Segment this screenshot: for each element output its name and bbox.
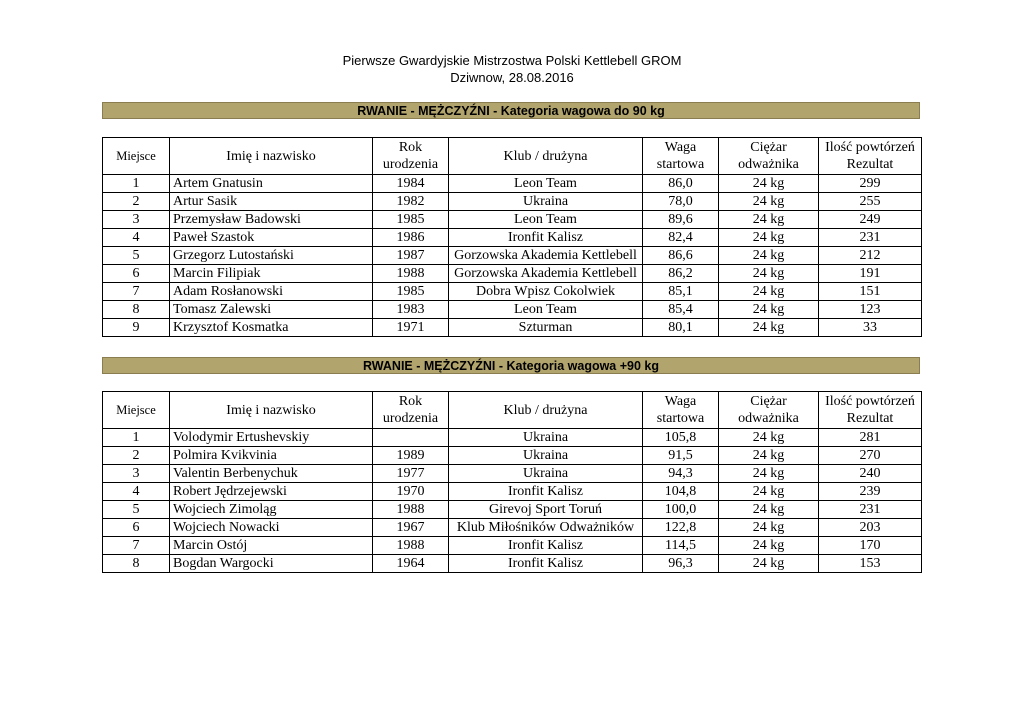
cell-result: 231 — [819, 229, 922, 247]
cell-name: Bogdan Wargocki — [170, 555, 373, 573]
table-row — [103, 519, 922, 537]
cell-name: Tomasz Zalewski — [170, 301, 373, 319]
table-row — [103, 229, 922, 247]
cell-weight: 85,4 — [643, 301, 719, 319]
column-header-weight: Waga startowa — [643, 138, 719, 175]
cell-result: 281 — [819, 429, 922, 447]
cell-weight: 86,6 — [643, 247, 719, 265]
cell-place: 2 — [103, 447, 170, 465]
cell-club: Ukraina — [449, 193, 643, 211]
table-row — [103, 247, 922, 265]
table-row — [103, 193, 922, 211]
cell-result: 270 — [819, 447, 922, 465]
cell-year: 1988 — [373, 501, 449, 519]
cell-weight: 86,2 — [643, 265, 719, 283]
table-row — [103, 301, 922, 319]
section-title: RWANIE - MĘŻCZYŹNI - Kategoria wagowa do 90 kg — [102, 102, 920, 119]
column-header-place: Miejsce — [103, 138, 170, 175]
cell-name: Artem Gnatusin — [170, 175, 373, 193]
cell-club: Klub Miłośników Odważników — [449, 519, 643, 537]
cell-year: 1988 — [373, 537, 449, 555]
cell-place: 2 — [103, 193, 170, 211]
cell-kettlebell: 24 kg — [719, 301, 819, 319]
column-header-result: Ilość powtórzeń Rezultat — [819, 138, 922, 175]
cell-kettlebell: 24 kg — [719, 211, 819, 229]
cell-weight: 86,0 — [643, 175, 719, 193]
cell-club: Ironfit Kalisz — [449, 537, 643, 555]
cell-name: Valentin Berbenychuk — [170, 465, 373, 483]
cell-place: 1 — [103, 429, 170, 447]
table-row — [103, 429, 922, 447]
cell-result: 191 — [819, 265, 922, 283]
cell-year: 1989 — [373, 447, 449, 465]
cell-year: 1986 — [373, 229, 449, 247]
cell-place: 7 — [103, 537, 170, 555]
cell-result: 123 — [819, 301, 922, 319]
cell-year: 1964 — [373, 555, 449, 573]
cell-kettlebell: 24 kg — [719, 247, 819, 265]
cell-weight: 96,3 — [643, 555, 719, 573]
column-header-year: Rok urodzenia — [373, 138, 449, 175]
cell-year: 1982 — [373, 193, 449, 211]
cell-kettlebell: 24 kg — [719, 537, 819, 555]
column-header-club: Klub / drużyna — [449, 138, 643, 175]
cell-weight: 85,1 — [643, 283, 719, 301]
cell-club: Leon Team — [449, 301, 643, 319]
cell-club: Dobra Wpisz Cokolwiek — [449, 283, 643, 301]
cell-kettlebell: 24 kg — [719, 429, 819, 447]
column-header-weight: Waga startowa — [643, 392, 719, 429]
cell-place: 3 — [103, 465, 170, 483]
cell-place: 4 — [103, 483, 170, 501]
cell-place: 8 — [103, 555, 170, 573]
cell-weight: 91,5 — [643, 447, 719, 465]
cell-result: 240 — [819, 465, 922, 483]
cell-club: Ironfit Kalisz — [449, 555, 643, 573]
cell-weight: 104,8 — [643, 483, 719, 501]
cell-club: Ukraina — [449, 447, 643, 465]
results-table — [102, 391, 922, 573]
cell-name: Wojciech Zimoląg — [170, 501, 373, 519]
column-header-year: Rok urodzenia — [373, 392, 449, 429]
cell-name: Paweł Szastok — [170, 229, 373, 247]
cell-name: Polmira Kvikvinia — [170, 447, 373, 465]
cell-year: 1977 — [373, 465, 449, 483]
cell-name: Artur Sasik — [170, 193, 373, 211]
cell-club: Leon Team — [449, 211, 643, 229]
column-header-club: Klub / drużyna — [449, 392, 643, 429]
cell-place: 4 — [103, 229, 170, 247]
cell-weight: 78,0 — [643, 193, 719, 211]
cell-result: 203 — [819, 519, 922, 537]
cell-kettlebell: 24 kg — [719, 555, 819, 573]
cell-name: Wojciech Nowacki — [170, 519, 373, 537]
cell-kettlebell: 24 kg — [719, 501, 819, 519]
cell-weight: 122,8 — [643, 519, 719, 537]
table-row — [103, 555, 922, 573]
cell-name: Marcin Ostój — [170, 537, 373, 555]
table-row — [103, 447, 922, 465]
cell-place: 1 — [103, 175, 170, 193]
cell-club: Girevoj Sport Toruń — [449, 501, 643, 519]
cell-place: 9 — [103, 319, 170, 337]
cell-result: 299 — [819, 175, 922, 193]
table-row — [103, 501, 922, 519]
cell-kettlebell: 24 kg — [719, 193, 819, 211]
table-row — [103, 211, 922, 229]
cell-club: Ukraina — [449, 429, 643, 447]
cell-year — [373, 429, 449, 447]
column-header-kettlebell: Ciężar odważnika — [719, 392, 819, 429]
cell-weight: 100,0 — [643, 501, 719, 519]
table-header-row — [103, 392, 922, 429]
cell-club: Ironfit Kalisz — [449, 229, 643, 247]
cell-year: 1988 — [373, 265, 449, 283]
cell-result: 231 — [819, 501, 922, 519]
cell-name: Adam Rosłanowski — [170, 283, 373, 301]
cell-kettlebell: 24 kg — [719, 447, 819, 465]
cell-year: 1985 — [373, 211, 449, 229]
cell-kettlebell: 24 kg — [719, 175, 819, 193]
cell-name: Marcin Filipiak — [170, 265, 373, 283]
cell-name: Robert Jędrzejewski — [170, 483, 373, 501]
column-header-place: Miejsce — [103, 392, 170, 429]
table-row — [103, 319, 922, 337]
document-title: Pierwsze Gwardyjskie Mistrzostwa Polski Kettlebell GROM — [342, 53, 682, 68]
cell-kettlebell: 24 kg — [719, 265, 819, 283]
cell-place: 6 — [103, 519, 170, 537]
results-table — [102, 137, 922, 337]
cell-year: 1985 — [373, 283, 449, 301]
table-row — [103, 465, 922, 483]
cell-place: 8 — [103, 301, 170, 319]
cell-year: 1987 — [373, 247, 449, 265]
cell-year: 1983 — [373, 301, 449, 319]
cell-kettlebell: 24 kg — [719, 319, 819, 337]
cell-result: 239 — [819, 483, 922, 501]
cell-club: Gorzowska Akademia Kettlebell — [449, 265, 643, 283]
cell-name: Przemysław Badowski — [170, 211, 373, 229]
column-header-name: Imię i nazwisko — [170, 392, 373, 429]
cell-result: 255 — [819, 193, 922, 211]
cell-club: Gorzowska Akademia Kettlebell — [449, 247, 643, 265]
table-row — [103, 175, 922, 193]
section-title: RWANIE - MĘŻCZYŹNI - Kategoria wagowa +90 kg — [102, 357, 920, 374]
cell-year: 1984 — [373, 175, 449, 193]
cell-kettlebell: 24 kg — [719, 483, 819, 501]
document-subtitle: Dziwnow, 28.08.2016 — [450, 70, 574, 85]
cell-result: 151 — [819, 283, 922, 301]
cell-weight: 114,5 — [643, 537, 719, 555]
column-header-kettlebell: Ciężar odważnika — [719, 138, 819, 175]
cell-result: 212 — [819, 247, 922, 265]
table-row — [103, 483, 922, 501]
cell-year: 1967 — [373, 519, 449, 537]
cell-place: 5 — [103, 247, 170, 265]
cell-place: 3 — [103, 211, 170, 229]
column-header-name: Imię i nazwisko — [170, 138, 373, 175]
cell-kettlebell: 24 kg — [719, 519, 819, 537]
cell-club: Szturman — [449, 319, 643, 337]
cell-kettlebell: 24 kg — [719, 283, 819, 301]
cell-result: 33 — [819, 319, 922, 337]
cell-place: 5 — [103, 501, 170, 519]
cell-kettlebell: 24 kg — [719, 229, 819, 247]
cell-club: Ironfit Kalisz — [449, 483, 643, 501]
cell-name: Krzysztof Kosmatka — [170, 319, 373, 337]
cell-year: 1971 — [373, 319, 449, 337]
cell-weight: 80,1 — [643, 319, 719, 337]
cell-result: 153 — [819, 555, 922, 573]
column-header-result: Ilość powtórzeń Rezultat — [819, 392, 922, 429]
cell-place: 7 — [103, 283, 170, 301]
cell-weight: 94,3 — [643, 465, 719, 483]
cell-weight: 89,6 — [643, 211, 719, 229]
table-row — [103, 265, 922, 283]
cell-result: 170 — [819, 537, 922, 555]
table-header-row — [103, 138, 922, 175]
cell-year: 1970 — [373, 483, 449, 501]
table-row — [103, 283, 922, 301]
cell-club: Ukraina — [449, 465, 643, 483]
cell-place: 6 — [103, 265, 170, 283]
cell-kettlebell: 24 kg — [719, 465, 819, 483]
cell-result: 249 — [819, 211, 922, 229]
cell-weight: 105,8 — [643, 429, 719, 447]
table-row — [103, 537, 922, 555]
cell-name: Volodymir Ertushevskiy — [170, 429, 373, 447]
cell-club: Leon Team — [449, 175, 643, 193]
cell-weight: 82,4 — [643, 229, 719, 247]
cell-name: Grzegorz Lutostański — [170, 247, 373, 265]
